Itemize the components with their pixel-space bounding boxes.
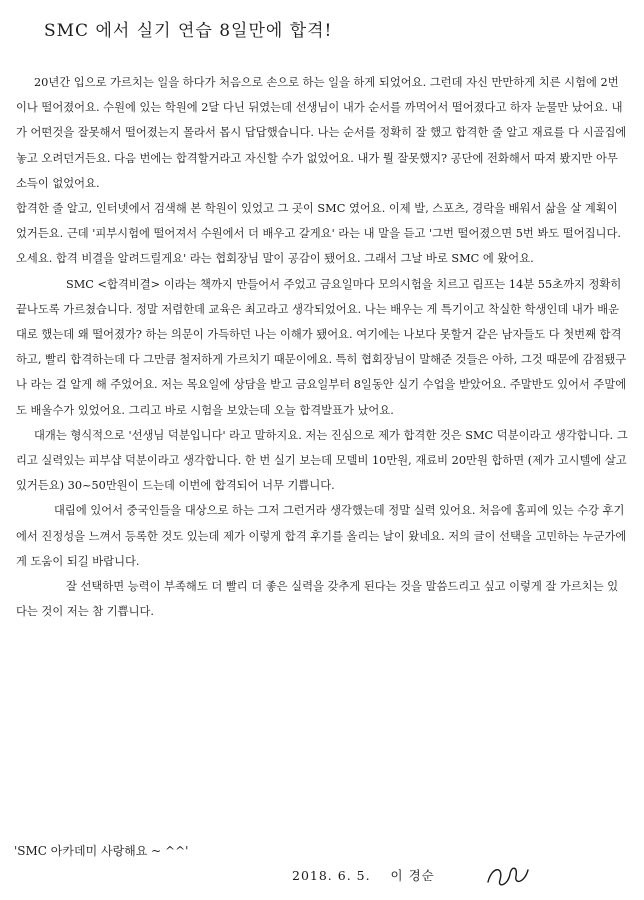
date-text: 2018. 6. 5. — [292, 868, 371, 883]
letter-paragraph: 잘 선택하면 능력이 부족해도 더 빨리 더 좋은 실력을 갖추게 된다는 것을 말씀드리고 싶고 이렇게 잘 가르치는 있다는 것이 저는 참 기쁩니다. — [16, 580, 619, 619]
letter-paragraph: 대개는 형식적으로 '선생님 덕분입니다' 라고 말하지요. 저는 진심으로 제가 합격한 것은 SMC 덕분이라고 생각합니다. 그리고 실력있는 피부샵 덕분이라고 생각합니다. 한 번 실기 보는데 모델비 10만원, 재료비 20만원 합하면 (제가 고시텔에 살고 있거든요) 30~50만원이 드는데 이번에 합격되어 너무 기쁩니다. — [16, 428, 628, 493]
letter-paragraph: 대림에 있어서 중국인들을 대상으로 하는 그저 그런거라 생각했는데 정말 실력 있어요. 처음에 홈피에 있는 수강 후기에서 진정성을 느껴서 등록한 것도 있는데 제가 이렇게 합격 후기를 올리는 날이 왔네요. 저의 글이 선택을 고민하는 누군가에게 도움이 되길 바랍니다. — [16, 504, 627, 568]
page-title: SMC 에서 실기 연습 8일만에 합격! — [44, 21, 333, 41]
author-name: 이 경순 — [390, 868, 435, 883]
signature-line — [292, 866, 435, 884]
handwritten-signature-icon — [484, 862, 532, 892]
letter-paragraph: 합격한 줄 알고, 인터넷에서 검색해 본 학원이 있었고 그 곳이 SMC 였어요. 이제 발, 스포츠, 경락을 배워서 삶을 살 계획이었거든요. 근데 '피부시험에 떨어져서 수원에서 더 배우고 갈게요' 라는 내 말을 듣고 '그번 떨어졌으면 5번 봐도 떨어집니다. 오세요. 합격 비결을 알려드릴게요' 라는 협회장님 말이 공감이 됐어요. 그래서 그날 바로 SMC 에 왔어요. — [16, 202, 621, 266]
letter-paragraph: SMC <합격비결> 이라는 책까지 만들어서 주었고 금요일마다 모의시험을 치르고 림프는 14분 55초까지 정확히 끝나도록 가르쳤습니다. 정말 저렴한데 교육은 최고라고 생각되었어요. 나는 배우는 게 특기이고 착실한 학생인데 내가 배운대로 했는데 왜 떨어졌가? 하는 의문이 가득하던 나는 이해가 됐어요. 여기에는 나보다 못할거 같은 남자들도 다 첫번째 합격하고, 빨리 합격하는데 다 그만큼 철저하게 가르치기 때문이에요. 특히 협회장님이 말해준 것들은 아하, 그것 때문에 감점됐구나 라는 걸 알게 해 주었어요. 저는 목요일에 상담을 받고 금요일부터 8일동안 실기 수업을 받았어요. 주말반도 있어서 주말에도 배울수가 있었어요. 그리고 바로 시험을 보았는데 오늘 합격발표가 났어요. — [16, 277, 627, 417]
closing-remark: 'SMC 아카데미 사랑해요 ~ ^^' — [14, 844, 189, 858]
letter-paragraph: 20년간 입으로 가르치는 일을 하다가 처음으로 손으로 하는 일을 하게 되었어요. 그런데 자신 만만하게 치른 시험에 2번이나 떨어졌어요. 수원에 있는 학원에 2달 다닌 뒤였는데 선생님이 내가 순서를 까먹어서 떨어졌다고 하자 눈물만 났어요. 내가 어떤것을 잘못해서 떨어졌는지 몰라서 몹시 답답했습니다. 나는 순서를 정확히 잘 했고 합격한 줄 알고 재료를 다 시골집에 놓고 오려던거든요. 다음 번에는 합격할거라고 자신할 수가 없었어요. 내가 뭘 잘못했지? 공단에 전화해서 따져 봤지만 아무 소득이 없었어요. — [16, 76, 627, 190]
letter-body — [16, 70, 628, 624]
